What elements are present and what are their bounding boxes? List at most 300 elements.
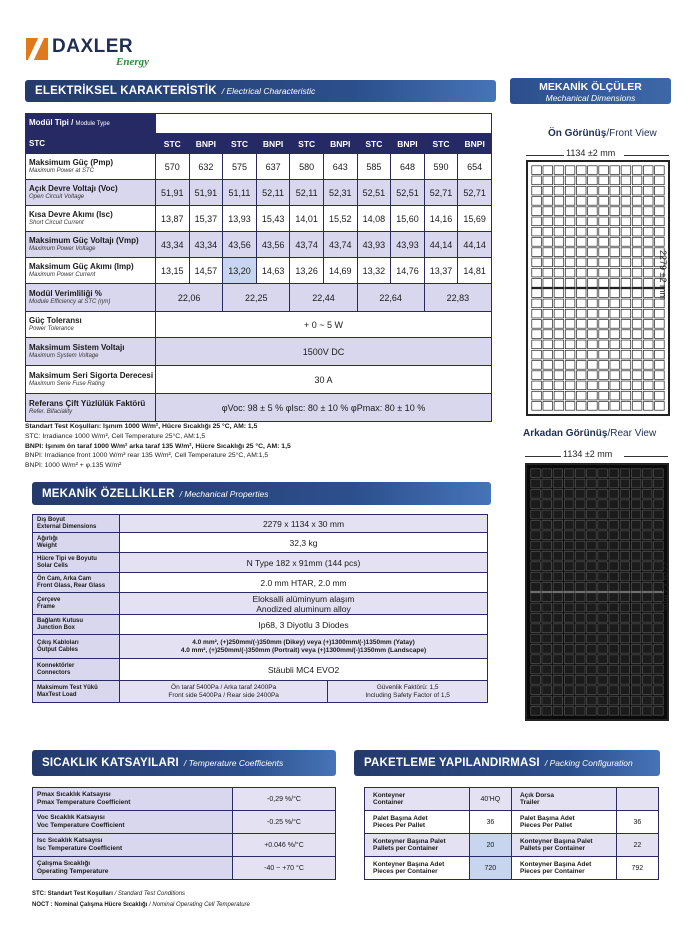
solar-cell	[642, 520, 652, 529]
solar-cell	[587, 520, 597, 529]
solar-cell	[631, 469, 641, 478]
solar-cell	[599, 258, 609, 267]
solar-cell	[599, 268, 609, 277]
efficiency-value: 22,44	[290, 284, 357, 312]
electrical-value: 648	[391, 154, 425, 180]
solar-cell	[631, 479, 641, 488]
solar-cell	[542, 582, 552, 591]
solar-cell	[620, 510, 630, 519]
solar-cell	[553, 510, 563, 519]
mech-prop-row: Ağırlığı Weight 32,3 kg	[33, 533, 488, 553]
solar-cell	[631, 551, 641, 560]
solar-cell	[576, 381, 586, 390]
solar-cell	[643, 248, 653, 257]
solar-cell	[643, 227, 653, 236]
solar-cell	[587, 593, 597, 602]
solar-cell	[632, 299, 642, 308]
solar-cell	[599, 217, 609, 226]
electrical-banner	[25, 80, 496, 102]
solar-cell	[587, 706, 597, 715]
solar-cell	[620, 613, 630, 622]
solar-cell	[565, 258, 575, 267]
solar-cell	[588, 289, 598, 298]
solar-cell	[564, 706, 574, 715]
solar-cell	[532, 361, 542, 370]
solar-cell	[599, 381, 609, 390]
solar-cell	[632, 176, 642, 185]
solar-cell	[553, 562, 563, 571]
solar-cell	[620, 469, 630, 478]
solar-cell	[565, 361, 575, 370]
solar-cell	[542, 644, 552, 653]
solar-cell	[598, 634, 608, 643]
solar-cell	[609, 489, 619, 498]
solar-cell	[532, 197, 542, 206]
solar-cell	[531, 500, 541, 509]
efficiency-value: 22,25	[223, 284, 290, 312]
packing-title-en: / Packing Configuration	[544, 758, 633, 768]
column-header: BNPI	[323, 134, 357, 154]
solar-cell	[588, 330, 598, 339]
note-line: BNPI: 1000 W/m² + φ.135 W/m²	[25, 462, 122, 470]
solar-cell	[554, 402, 564, 411]
electrical-value: 585	[357, 154, 391, 180]
solar-cell	[587, 479, 597, 488]
tolerance-value: + 0 ~ 5 W	[156, 312, 492, 338]
solar-cell	[543, 391, 553, 400]
solar-cell	[620, 655, 630, 664]
solar-cell	[543, 330, 553, 339]
solar-cell	[609, 613, 619, 622]
solar-cell	[621, 391, 631, 400]
solar-cell	[588, 248, 598, 257]
solar-cell	[564, 479, 574, 488]
solar-cell	[631, 634, 641, 643]
solar-cell	[531, 665, 541, 674]
solar-cell	[610, 197, 620, 206]
solar-cell	[532, 248, 542, 257]
solar-cell	[565, 340, 575, 349]
solar-cell	[655, 238, 665, 247]
solar-cell	[543, 350, 553, 359]
electrical-value: 43,74	[290, 232, 324, 258]
solar-cell	[575, 624, 585, 633]
solar-cell	[554, 340, 564, 349]
solar-cell	[610, 299, 620, 308]
solar-cell	[588, 176, 598, 185]
solar-cell	[587, 469, 597, 478]
solar-cell	[632, 289, 642, 298]
solar-cell	[632, 320, 642, 329]
solar-cell	[542, 531, 552, 540]
solar-cell	[554, 299, 564, 308]
solar-cell	[599, 391, 609, 400]
electrical-value: 15,52	[323, 206, 357, 232]
model-row	[26, 114, 492, 134]
solar-cell	[565, 186, 575, 195]
solar-cell	[599, 320, 609, 329]
solar-cell	[553, 675, 563, 684]
solar-cell	[609, 603, 619, 612]
solar-cell	[598, 489, 608, 498]
solar-cell	[587, 582, 597, 591]
solar-cell	[609, 624, 619, 633]
solar-cell	[620, 582, 630, 591]
solar-cell	[542, 489, 552, 498]
solar-cell	[554, 371, 564, 380]
solar-cell	[642, 696, 652, 705]
electrical-value: 570	[156, 154, 190, 180]
solar-cell	[553, 613, 563, 622]
solar-cell	[610, 402, 620, 411]
solar-cell	[554, 248, 564, 257]
solar-cell	[531, 634, 541, 643]
solar-cell	[654, 510, 664, 519]
solar-cell	[632, 371, 642, 380]
solar-cell	[598, 469, 608, 478]
front-height-label: 2279 ±2 mm	[658, 250, 668, 300]
note-line: STC: Irradiance 1000 W/m², Cell Temperature 25°C, AM:1,5	[25, 432, 206, 440]
solar-cell	[642, 624, 652, 633]
solar-cell	[564, 644, 574, 653]
solar-cell	[553, 593, 563, 602]
solar-cell	[609, 696, 619, 705]
solar-cell	[575, 603, 585, 612]
solar-cell	[543, 371, 553, 380]
mech-props-title: MEKANİK ÖZELLİKLER	[42, 487, 175, 500]
solar-cell	[532, 330, 542, 339]
column-header: STC	[290, 134, 324, 154]
solar-cell	[554, 207, 564, 216]
mech-prop-value: Stäubli MC4 EVO2	[120, 659, 488, 681]
solar-cell	[599, 340, 609, 349]
solar-cell	[565, 381, 575, 390]
solar-cell	[576, 166, 586, 175]
solar-cell	[609, 479, 619, 488]
solar-cell	[599, 361, 609, 370]
solar-cell	[598, 665, 608, 674]
solar-cell	[554, 217, 564, 226]
solar-cell	[598, 675, 608, 684]
solar-cell	[553, 520, 563, 529]
solar-cell	[610, 350, 620, 359]
solar-cell	[643, 309, 653, 318]
electrical-value: 52,71	[458, 180, 492, 206]
rear-view-panel	[525, 463, 669, 721]
electrical-title: ELEKTRİKSEL KARAKTERİSTİK	[35, 85, 217, 97]
solar-cell	[620, 675, 630, 684]
packing-row: Konteyner Başına Adet Pieces per Container 720 Konteyner Başına Adet Pieces per Container 792	[365, 857, 659, 880]
solar-cell	[620, 624, 630, 633]
solar-cell	[620, 696, 630, 705]
solar-cell	[531, 469, 541, 478]
solar-cell	[632, 248, 642, 257]
solar-cell	[564, 531, 574, 540]
solar-cell	[609, 665, 619, 674]
solar-cell	[542, 562, 552, 571]
electrical-row: Maksimum Güç Akımı (Imp) Maximum Power Current 13,15 14,57 13,20 14,63 13,26 14,69 13,32 14,76 13,37 14,81	[26, 258, 492, 284]
packing-value: 20	[469, 834, 511, 857]
solar-cell	[587, 572, 597, 581]
solar-cell	[598, 655, 608, 664]
solar-cell	[620, 489, 630, 498]
solar-cell	[543, 186, 553, 195]
solar-cell	[553, 479, 563, 488]
solar-cell	[565, 299, 575, 308]
solar-cell	[575, 634, 585, 643]
solar-cell	[564, 686, 574, 695]
solar-cell	[610, 309, 620, 318]
solar-cell	[575, 665, 585, 674]
solar-cell	[655, 330, 665, 339]
solar-cell	[565, 238, 575, 247]
solar-cell	[565, 289, 575, 298]
mech-dims-title-en: Mechanical Dimensions	[545, 93, 636, 103]
solar-cell	[553, 531, 563, 540]
solar-cell	[587, 675, 597, 684]
solar-cell	[620, 603, 630, 612]
packing-value	[616, 788, 658, 811]
solar-cell	[576, 197, 586, 206]
solar-cell	[643, 299, 653, 308]
front-view-title: Ön Görünüş/Front View	[548, 128, 657, 139]
solar-cell	[542, 520, 552, 529]
solar-cell	[532, 217, 542, 226]
solar-cell	[632, 279, 642, 288]
solar-cell	[587, 686, 597, 695]
solar-cell	[576, 176, 586, 185]
solar-cell	[553, 500, 563, 509]
solar-cell	[554, 227, 564, 236]
solar-cell	[564, 469, 574, 478]
solar-cell	[576, 289, 586, 298]
solar-cell	[621, 361, 631, 370]
solar-cell	[554, 350, 564, 359]
solar-cell	[542, 479, 552, 488]
note-line: BNPI: Irradiance front 1000 W/m² rear 135 W/m², Cell Temperature 25°C, AM:1,5	[25, 452, 269, 460]
solar-cell	[642, 500, 652, 509]
solar-cell	[610, 381, 620, 390]
solar-cell	[588, 381, 598, 390]
solar-cell	[543, 248, 553, 257]
solar-cell	[553, 469, 563, 478]
solar-cell	[575, 531, 585, 540]
solar-cell	[554, 279, 564, 288]
front-view-panel	[526, 160, 670, 416]
solar-cell	[632, 186, 642, 195]
solar-cell	[564, 572, 574, 581]
solar-cell	[542, 603, 552, 612]
solar-cell	[542, 624, 552, 633]
solar-cell	[620, 500, 630, 509]
solar-cell	[576, 391, 586, 400]
solar-cell	[642, 551, 652, 560]
mech-prop-row: Bağlantı Kutusu Junction Box Ip68, 3 Diyotlu 3 Diodes	[33, 615, 488, 635]
solar-cell	[576, 207, 586, 216]
solar-cell	[553, 582, 563, 591]
solar-cell	[564, 551, 574, 560]
solar-cell	[564, 665, 574, 674]
footer-notes	[32, 889, 250, 911]
solar-cell	[610, 371, 620, 380]
solar-cell	[643, 289, 653, 298]
solar-cell	[564, 655, 574, 664]
solar-cell	[553, 655, 563, 664]
electrical-value: 14,01	[290, 206, 324, 232]
brand-logo	[26, 36, 166, 70]
solar-cell	[599, 166, 609, 175]
solar-cell	[575, 696, 585, 705]
mech-dims-banner	[510, 78, 671, 104]
solar-cell	[621, 320, 631, 329]
solar-cell	[543, 227, 553, 236]
solar-cell	[599, 289, 609, 298]
solar-cell	[587, 489, 597, 498]
temperature-title: SICAKLIK KATSAYILARI	[42, 757, 179, 769]
solar-cell	[531, 603, 541, 612]
solar-cell	[643, 176, 653, 185]
solar-cell	[565, 350, 575, 359]
solar-cell	[631, 531, 641, 540]
note-line: Standart Test Koşulları: Işınım 1000 W/m², Hücre Sıcaklığı 25 °C, AM: 1,5	[25, 423, 258, 430]
solar-cell	[576, 268, 586, 277]
solar-cell	[621, 176, 631, 185]
mech-props-table	[32, 514, 488, 703]
solar-cell	[542, 541, 552, 550]
solar-cell	[543, 309, 553, 318]
mech-dims-title: MEKANİK ÖLÇÜLER	[539, 81, 642, 93]
solar-cell	[598, 603, 608, 612]
solar-cell	[642, 479, 652, 488]
solar-cell	[599, 279, 609, 288]
solar-cell	[576, 309, 586, 318]
temperature-value: -0.25 %/°C	[233, 811, 336, 834]
electrical-value: 52,71	[424, 180, 458, 206]
solar-cell	[609, 520, 619, 529]
electrical-value: 14,76	[391, 258, 425, 284]
electrical-row: Kısa Devre Akımı (Isc) Short Circuit Current 13,87 15,37 13,93 15,43 14,01 15,52 14,08 15,60 14,16 15,69	[26, 206, 492, 232]
solar-cell	[553, 706, 563, 715]
solar-cell	[565, 402, 575, 411]
solar-cell	[610, 207, 620, 216]
solar-cell	[621, 248, 631, 257]
electrical-value: 632	[189, 154, 223, 180]
solar-cell	[575, 593, 585, 602]
solar-cell	[631, 655, 641, 664]
electrical-value: 654	[458, 154, 492, 180]
solar-cell	[542, 572, 552, 581]
solar-cell	[531, 562, 541, 571]
solar-cell	[655, 186, 665, 195]
brand-name: DAXLER	[52, 36, 134, 57]
solar-cell	[598, 551, 608, 560]
solar-cell	[621, 166, 631, 175]
front-width-label: 1134 ±2 mm	[566, 148, 616, 158]
column-header: STC	[357, 134, 391, 154]
solar-cell	[542, 500, 552, 509]
solar-cell	[565, 320, 575, 329]
solar-cell	[621, 197, 631, 206]
solar-cell	[543, 268, 553, 277]
solar-cell	[588, 227, 598, 236]
solar-cell	[642, 655, 652, 664]
rear-view-title: Arkadan Görünüş/Rear View	[523, 428, 657, 439]
electrical-row: Maksimum Güç (Pmp) Maximum Power at STC 570 632 575 637 580 643 585 648 590 654	[26, 154, 492, 180]
solar-cell	[598, 510, 608, 519]
solar-cell	[588, 268, 598, 277]
solar-cell	[632, 207, 642, 216]
temperature-row: Isc Sıcaklık Katsayısı Isc Temperature Coefficient +0.046 %/°C	[33, 834, 336, 857]
column-header: BNPI	[458, 134, 492, 154]
solar-cell	[599, 227, 609, 236]
solar-cell	[531, 706, 541, 715]
solar-cell	[610, 279, 620, 288]
electrical-value: 43,93	[357, 232, 391, 258]
electrical-value: 51,91	[189, 180, 223, 206]
solar-cell	[620, 572, 630, 581]
solar-cell	[565, 248, 575, 257]
solar-cell	[553, 686, 563, 695]
solar-cell	[588, 258, 598, 267]
solar-cell	[642, 541, 652, 550]
solar-cell	[631, 489, 641, 498]
solar-cell	[632, 227, 642, 236]
solar-cell	[654, 520, 664, 529]
solar-cell	[553, 696, 563, 705]
solar-cell	[643, 207, 653, 216]
electrical-value: 52,51	[357, 180, 391, 206]
solar-cell	[543, 320, 553, 329]
solar-cell	[632, 309, 642, 318]
solar-cell	[642, 675, 652, 684]
solar-cell	[642, 634, 652, 643]
solar-cell	[564, 696, 574, 705]
solar-cell	[532, 268, 542, 277]
solar-cell	[609, 531, 619, 540]
efficiency-value: 22,06	[156, 284, 223, 312]
solar-cell	[642, 686, 652, 695]
solar-cell	[654, 665, 664, 674]
packing-value: 720	[469, 857, 511, 880]
solar-cell	[554, 258, 564, 267]
rear-width-label: 1134 ±2 mm	[563, 449, 613, 459]
solar-cell	[621, 289, 631, 298]
solar-cell	[620, 562, 630, 571]
solar-cell	[532, 391, 542, 400]
solar-cell	[599, 299, 609, 308]
brand-sub: Energy	[116, 56, 149, 68]
solar-cell	[654, 479, 664, 488]
packing-row: Konteyner Container 40'HQ Açık Dorsa Trailer	[365, 788, 659, 811]
electrical-value: 14,57	[189, 258, 223, 284]
solar-cell	[643, 391, 653, 400]
solar-cell	[565, 268, 575, 277]
mech-prop-row: Ön Cam, Arka Cam Front Glass, Rear Glass 2.0 mm HTAR, 2.0 mm	[33, 573, 488, 593]
solar-cell	[620, 479, 630, 488]
solar-cell	[575, 644, 585, 653]
packing-value: 22	[616, 834, 658, 857]
solar-cell	[631, 696, 641, 705]
solar-cell	[642, 644, 652, 653]
solar-cell	[554, 391, 564, 400]
solar-cell	[620, 551, 630, 560]
solar-cell	[564, 613, 574, 622]
electrical-value: 14,69	[323, 258, 357, 284]
solar-cell	[621, 309, 631, 318]
mech-prop-row: Çerçeve Frame Eloksalli alüminyum alaşım Anodized aluminum alloy	[33, 593, 488, 615]
solar-cell	[643, 320, 653, 329]
solar-cell	[632, 361, 642, 370]
